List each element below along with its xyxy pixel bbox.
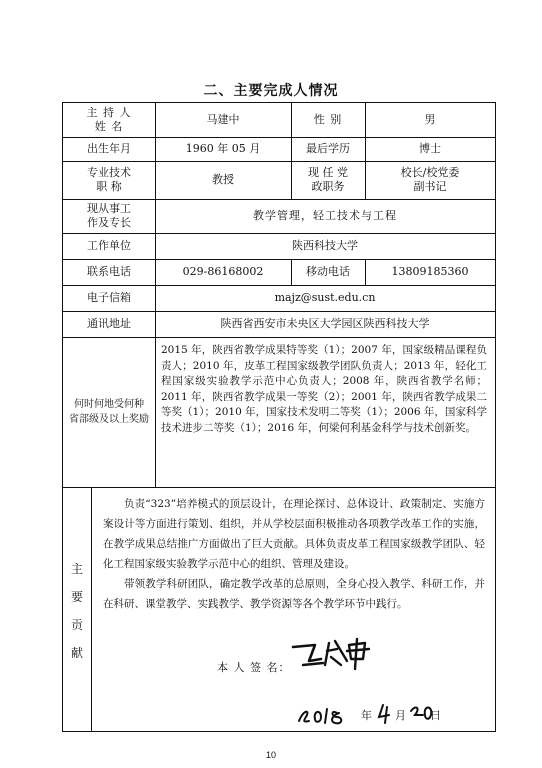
value-org: 陕西科技大学	[292, 239, 358, 252]
label-contribution-char: 要	[70, 589, 83, 604]
value-gender: 男	[424, 113, 436, 126]
handwritten-signature	[285, 635, 385, 675]
label-contribution-char: 贡	[70, 617, 83, 632]
label-awards: 何时何地受何种 省部级及以上奖励	[69, 399, 149, 425]
value-birth: 1960 年 05 月	[185, 142, 261, 155]
label-host-name: 主 持 人 姓 名	[86, 106, 132, 133]
date-day-unit: 日	[430, 709, 441, 722]
value-email: majz@sust.edu.cn	[274, 291, 376, 304]
awards-text: 2015 年，陕西省教学成果特等奖（1）；2007 年，国家级精品课程负责人；2010 年，皮革工程国家级教学团队负责人；2013 年，轻化工程国家级实验教学示范中心负责人；2008 年，陕西省教学名师；2011 年，陕西省教学成果一等奖（2）；2001 年，陕西省教学成果二等奖（1）；2010 年，国家技术发明二等奖（1）；2006 年，国家科学技术进步二等奖（1）；2016 年，何梁何利基金科学与技术创新奖。	[161, 344, 487, 434]
signature-date	[295, 699, 445, 727]
label-birth: 出生年月	[87, 142, 131, 155]
value-degree: 博士	[419, 142, 441, 155]
value-name: 马建中	[206, 113, 240, 126]
label-org: 工作单位	[87, 239, 131, 252]
label-gender: 性 别	[313, 113, 343, 126]
value-phone: 029-86168002	[182, 265, 264, 278]
label-contribution	[63, 488, 91, 733]
contribution-text	[91, 488, 495, 733]
label-address: 通讯地址	[87, 317, 131, 330]
date-year-unit: 年	[361, 709, 372, 722]
value-work: 教学管理，轻工技术与工程	[253, 209, 397, 222]
label-contribution-char: 主	[70, 561, 83, 576]
contribution-paragraph: 带领教学科研团队，确定教学改革的总原则，全身心投入教学、科研工作，并在科研、课堂教学、实践教学、教学资源等各个教学环节中践行。	[103, 578, 485, 610]
label-phone: 联系电话	[87, 265, 131, 278]
label-position: 现 任 党 政职务	[308, 166, 348, 193]
label-degree: 最后学历	[306, 142, 350, 155]
signature-label: 本 人 签 名：	[217, 661, 291, 674]
value-title: 教授	[212, 173, 234, 186]
label-title: 专业技术 职 称	[87, 166, 131, 193]
date-month-unit: 月	[395, 709, 406, 722]
label-email: 电子信箱	[87, 291, 131, 304]
value-position: 校长/校党委 副书记	[400, 166, 460, 193]
label-contribution-char: 献	[70, 645, 83, 660]
value-mobile: 13809185360	[391, 265, 469, 278]
value-address: 陕西省西安市未央区大学园区陕西科技大学	[220, 317, 430, 330]
personnel-form	[62, 102, 496, 732]
label-mobile: 移动电话	[306, 265, 350, 278]
contribution-paragraph: 负责“323”培养模式的顶层设计，在理论探讨、总体设计、政策制定、实施方案设计等方面进行策划、组织，并从学校层面积极推动各项教学改革工作的实施，在教学成果总结推广方面做出了巨大贡献。具体负责皮革工程国家级教学团队、轻化工程国家级实验教学示范中心的组织、管理及建设。	[103, 498, 485, 570]
label-work: 现从事工 作及专长	[87, 202, 131, 229]
page-number: 10	[265, 750, 276, 760]
section-title: 二、主要完成人情况	[203, 83, 339, 99]
